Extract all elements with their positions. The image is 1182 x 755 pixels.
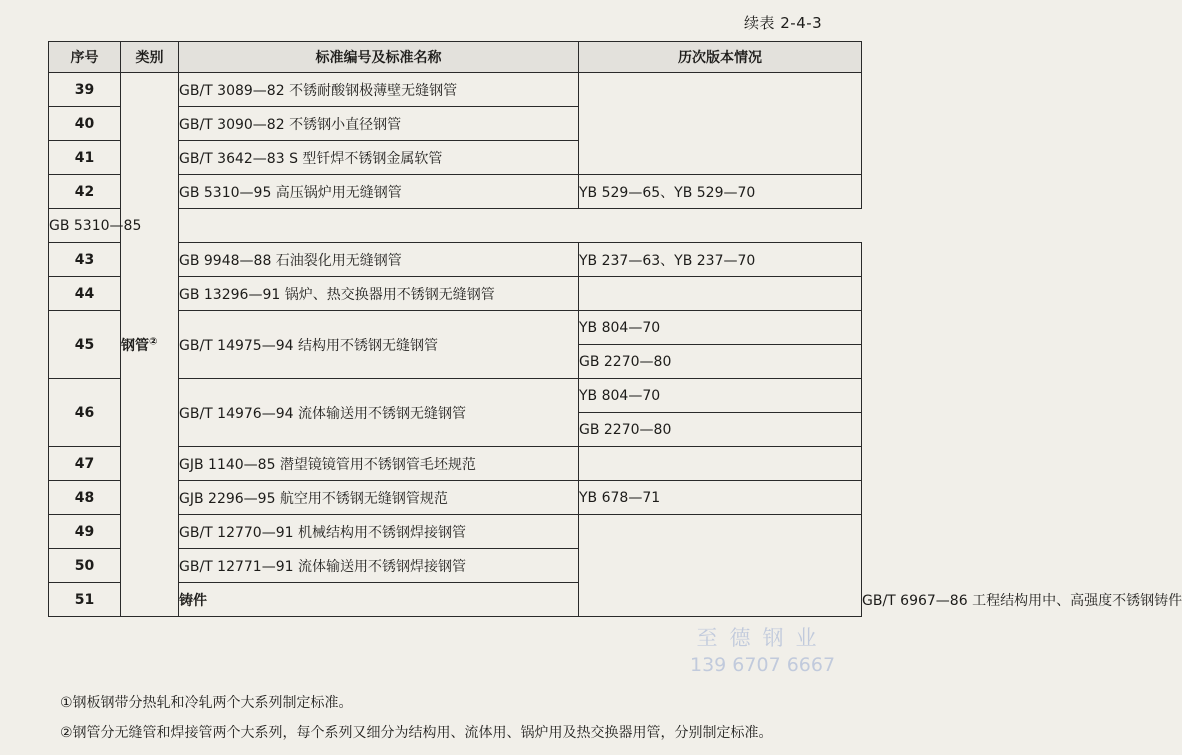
history-cell: YB 804—70	[579, 311, 862, 345]
footnotes	[60, 688, 773, 748]
history-cell: GB 2270—80	[579, 345, 862, 379]
history-cell: YB 237—63、YB 237—70	[579, 243, 862, 277]
standard-cell: GB 5310—95 高压锅炉用无缝钢管	[179, 175, 579, 209]
standard-cell: GB 13296—91 锅炉、热交换器用不锈钢无缝钢管	[179, 277, 579, 311]
history-cell: GB 5310—85	[49, 209, 121, 243]
header-history: 历次版本情况	[579, 42, 862, 73]
standard-cell: GB/T 14976—94 流体输送用不锈钢无缝钢管	[179, 379, 579, 447]
seq-cell: 39	[49, 73, 121, 107]
history-cell-empty	[579, 73, 862, 175]
seq-cell: 43	[49, 243, 121, 277]
seq-cell: 40	[49, 107, 121, 141]
standard-cell: GJB 1140—85 潜望镜镜管用不锈钢管毛坯规范	[179, 447, 579, 481]
standard-cell: GB/T 12771—91 流体输送用不锈钢焊接钢管	[179, 549, 579, 583]
table-row	[49, 73, 862, 107]
watermark-phone: 139 6707 6667	[690, 654, 836, 676]
seq-cell: 48	[49, 481, 121, 515]
footnote-1: ①钢板钢带分热轧和冷轧两个大系列制定标准。	[60, 695, 353, 711]
standard-cell: GB/T 14975—94 结构用不锈钢无缝钢管	[179, 311, 579, 379]
seq-cell: 41	[49, 141, 121, 175]
table-row: 51 铸件 GB/T 6967—86 工程结构用中、高强度不锈钢铸件	[49, 583, 862, 617]
watermark-company: 至德钢业	[696, 626, 829, 650]
seq-cell: 45	[49, 311, 121, 379]
continuation-label: 续表 2-4-3	[744, 14, 823, 32]
standards-table	[48, 41, 1182, 617]
seq-cell: 49	[49, 515, 121, 549]
header-category: 类别	[121, 42, 179, 73]
standard-cell: GB/T 3642—83 S 型钎焊不锈钢金属软管	[179, 141, 579, 175]
category-cell-steel-pipe	[121, 73, 179, 617]
history-cell-empty	[579, 447, 862, 481]
history-cell-empty	[579, 515, 862, 617]
watermark	[690, 622, 835, 676]
header-standard: 标准编号及标准名称	[179, 42, 579, 73]
standard-cell: GB/T 3090—82 不锈钢小直径钢管	[179, 107, 579, 141]
standard-cell: GB/T 3089—82 不锈耐酸钢极薄壁无缝钢管	[179, 73, 579, 107]
seq-cell: 50	[49, 549, 121, 583]
footnote-2: ②钢管分无缝管和焊接管两个大系列，每个系列又细分为结构用、流体用、锅炉用及热交换器用管，分别制定标准。	[60, 725, 773, 741]
category-label: 钢管	[121, 337, 149, 354]
seq-cell: 42	[49, 175, 121, 209]
footnote-mark: ②	[149, 335, 158, 347]
header-seq: 序号	[49, 42, 121, 73]
seq-cell: 46	[49, 379, 121, 447]
header-row	[49, 42, 862, 73]
history-cell: GB 2270—80	[579, 413, 862, 447]
history-cell: YB 804—70	[579, 379, 862, 413]
history-cell: YB 678—71	[579, 481, 862, 515]
seq-cell: 51	[49, 583, 121, 617]
category-cell-casting: 铸件	[179, 583, 579, 617]
seq-cell: 44	[49, 277, 121, 311]
standard-cell: GJB 2296—95 航空用不锈钢无缝钢管规范	[179, 481, 579, 515]
standard-cell: GB 9948—88 石油裂化用无缝钢管	[179, 243, 579, 277]
seq-cell: 47	[49, 447, 121, 481]
history-cell-empty	[579, 277, 862, 311]
history-cell: YB 529—65、YB 529—70	[579, 175, 862, 209]
standard-cell: GB/T 12770—91 机械结构用不锈钢焊接钢管	[179, 515, 579, 549]
